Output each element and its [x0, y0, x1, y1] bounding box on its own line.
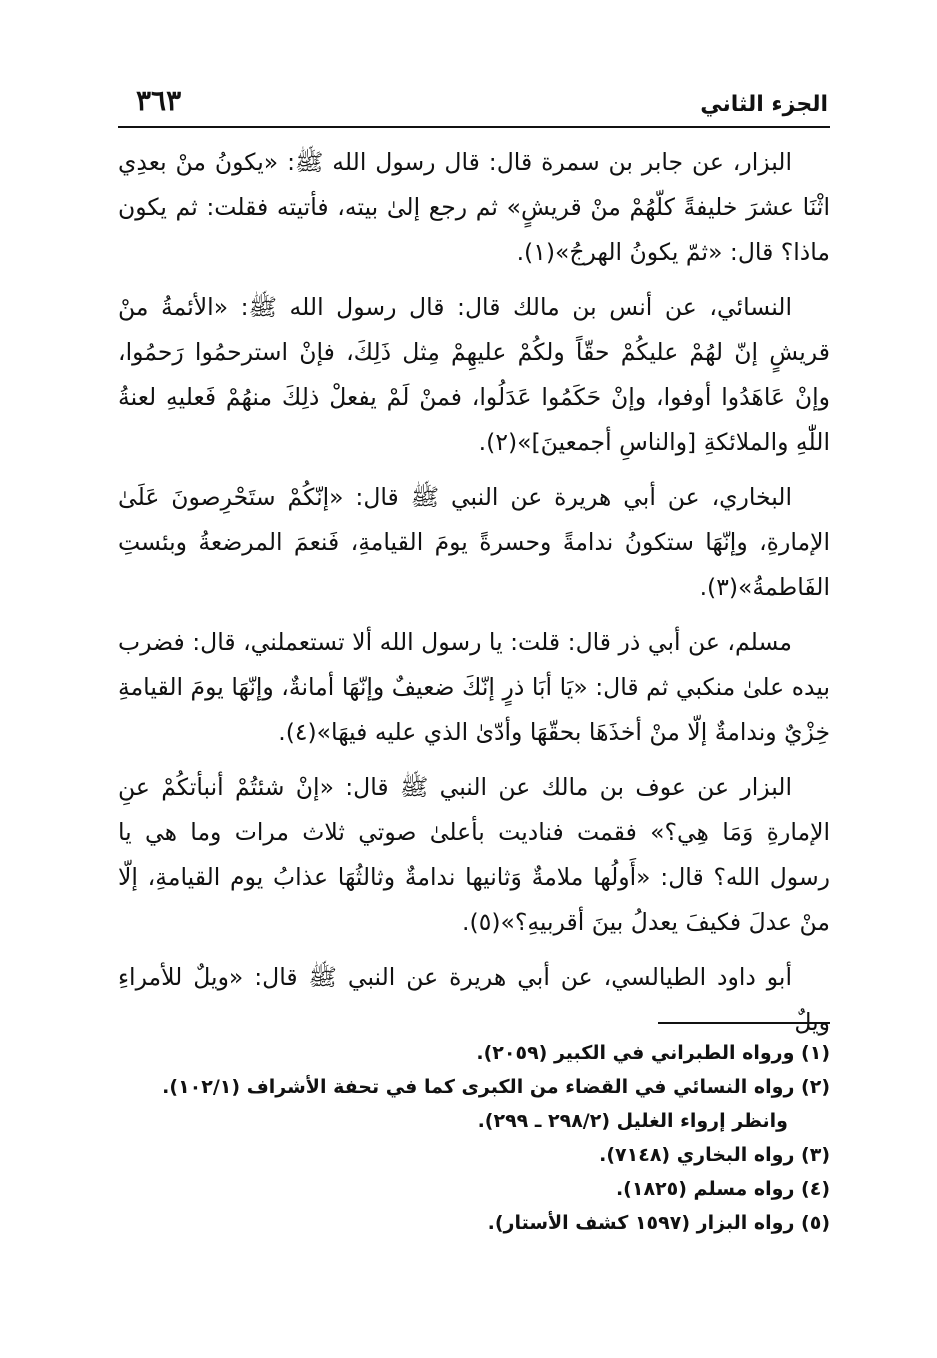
paragraph-nasai-anas: النسائي، عن أنس بن مالك قال: قال رسول الله ﷺ: «الأئمةُ منْ قريشٍ إنّ لهُمْ عليكُمْ حقّاً ولكُمْ عليهِمْ مِثل ذَلِكَ، فإنْ استرحمُوا رَحمُوا، وإنْ عَاهَدُوا أوفوا، وإنْ حَكَمُوا عَدَلُوا، فمنْ لَمْ يفعلْ ذلِكَ منهُمْ فَعليهِ لعنةُ اللّٰهِ والملائكةِ [والناسِ أجمعينَ]»(٢).: [118, 293, 830, 456]
footnote-5: (٥) رواه البزار (١٥٩٧ كشف الأستار).: [487, 1212, 830, 1234]
page-header: [118, 78, 830, 128]
paragraph-muslim-abu-dharr: مسلم، عن أبي ذر قال: قلت: يا رسول الله ألا تستعملني، قال: فضرب بيده علىٰ منكبي ثم قال: «يَا أبَا ذرٍ إنّكَ ضعيفٌ وإنّهَا أمانةٌ، وإنّهَا يومَ القيامةِ خِزْيٌ وندامةٌ إلّا منْ أخذَهَا بحقّهَا وأدّىٰ الذي عليه فيهَا»(٤).: [118, 628, 830, 746]
footnote-3: (٣) رواه البخاري (٧١٤٨).: [599, 1144, 830, 1166]
main-text: [118, 140, 830, 1045]
footnotes: [118, 1036, 830, 1240]
footnote-4: (٤) رواه مسلم (١٨٢٥).: [615, 1178, 830, 1200]
footnote-2: (٢) رواه النسائي في القضاء من الكبرى كما في تحفة الأشراف (١٠٢/١). وانظر إرواء الغليل (٢٩٨/٢ ـ ٢٩٩).: [162, 1076, 830, 1132]
paragraph-bazzar-jabir: البزار، عن جابر بن سمرة قال: قال رسول الله ﷺ: «يكونُ منْ بعدِي اثْنَا عشرَ خليفةً كلّهُمْ منْ قريشٍ» ثم رجع إلىٰ بيته، فأتيته فقلت: ثم يكون ماذا؟ قال: «ثمّ يكونُ الهرجُ»(١).: [118, 148, 830, 266]
paragraph-bukhari-abu-hurayra: البخاري، عن أبي هريرة عن النبي ﷺ قال: «إنّكُمْ ستَحْرِصونَ عَلَىٰ الإمارةِ، وإنّهَا ستكونُ ندامةً وحسرةً يومَ القيامةِ، فَنعمَ المرضعةُ وبئستِ الفَاطمةُ»(٣).: [118, 483, 830, 601]
paragraph-bazzar-awf: البزار عن عوف بن مالك عن النبي ﷺ قال: «إنْ شئتُمْ أنبأتكُمْ عنِ الإمارةِ وَمَا هِي؟» فقمت فناديت بأعلىٰ صوتي ثلاث مرات وما هي يا رسول الله؟ قال: «أَولُها ملامةٌ وَثانيها ندامةٌ وثالثُهَا عذابُ يوم القيامةِ، إلّا منْ عدلَ فكيفَ يعدلُ بينَ أقربيهِ؟»(٥).: [118, 773, 830, 936]
paragraph-tayalisi-abu-hurayra: أبو داود الطيالسي، عن أبي هريرة عن النبي ﷺ قال: «ويلٌ للأمراءِ ويلٌ: [118, 963, 830, 1036]
footnote-separator: [658, 1022, 830, 1024]
page-number: ٣٦٣: [136, 84, 182, 117]
running-title: الجزء الثاني: [700, 92, 828, 117]
footnote-1: (١) ورواه الطبراني في الكبير (٢٠٥٩).: [476, 1042, 830, 1064]
